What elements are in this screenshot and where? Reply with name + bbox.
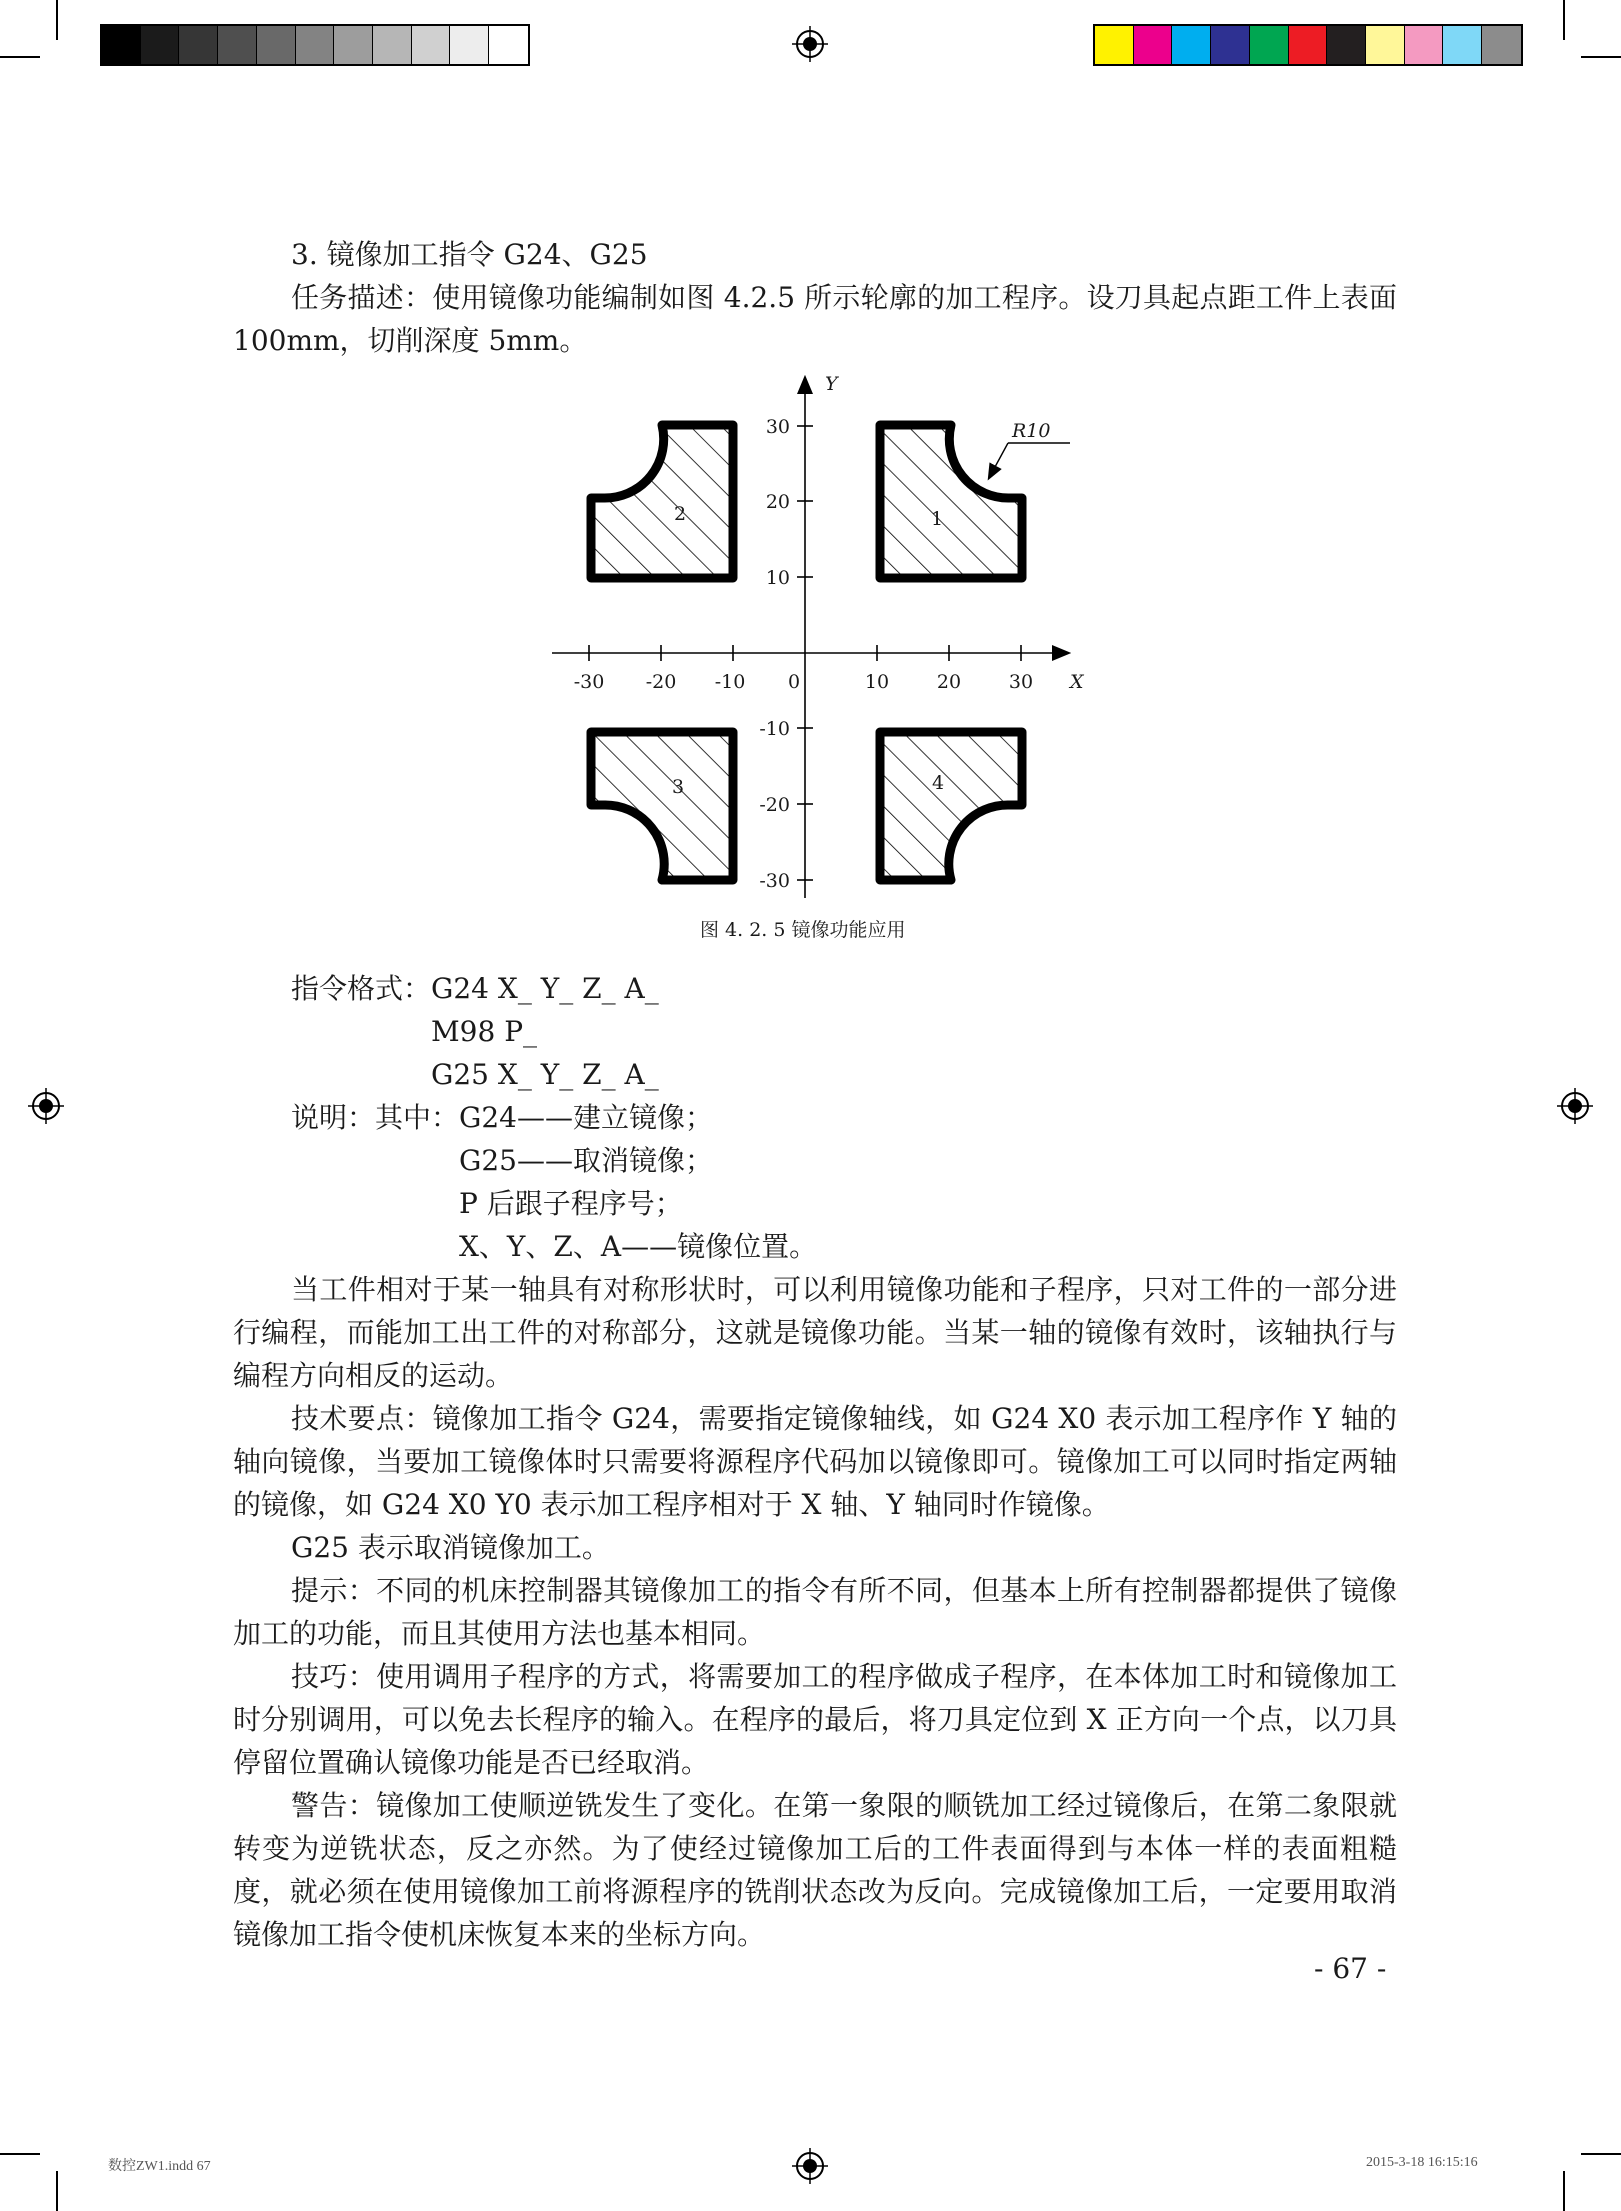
y-axis-label: Y [825,373,838,395]
color-swatch [1172,26,1211,64]
color-swatch [141,26,180,64]
radius-label: R10 [1012,420,1051,442]
color-swatch [450,26,489,64]
format-line-3: G25 X_ Y_ Z_ A_ [431,1058,659,1091]
paragraph-technical-points: 技术要点：镜像加工指令 G24，需要指定镜像轴线，如 G24 X0 表示加工程序作 Y 轴的轴向镜像，当要加工镜像体时只需要将源程序代码加以镜像即可。镜像加工可以同时指定两轴的镜像，如 G24 X0 Y0 表示加工程序相对于 X 轴、Y 轴同时作镜像。 [233,1402,1397,1521]
format-line-1: G24 X_ Y_ Z_ A_ [431,972,659,1005]
crop-mark [56,2171,58,2211]
x-tick-label: -30 [573,671,605,693]
section-heading: 3. 镜像加工指令 G24、G25 [291,238,648,271]
notes-line-3: P 后跟子程序号； [459,1187,683,1220]
contour-part-3 [591,732,733,880]
y-tick-label: 20 [765,491,790,513]
color-swatch [1443,26,1482,64]
paragraph-mirror-function: 当工件相对于某一轴具有对称形状时，可以利用镜像功能和子程序，只对工件的一部分进行编程，而能加工出工件的对称部分，这就是镜像功能。当某一轴的镜像有效时，该轴执行与编程方向相反的运动。 [233,1273,1397,1392]
y-tick-label: -30 [759,870,790,892]
paragraph-warning: 警告：镜像加工使顺逆铣发生了变化。在第一象限的顺铣加工经过镜像后，在第二象限就转变为逆铣状态，反之亦然。为了使经过镜像加工后的工件表面得到与本体一样的表面粗糙度，就必须在使用镜像加工前将源程序的铣削状态改为反向。完成镜像加工后，一定要用取消镜像加工指令使机床恢复本来的坐标方向。 [233,1789,1397,1951]
contour-part-4 [880,732,1022,880]
part-label-3: 3 [671,776,685,798]
y-tick-label: 10 [765,567,790,589]
x-axis-label: X [1070,671,1084,693]
crop-mark [1563,0,1565,40]
crop-mark [1563,2171,1565,2211]
color-swatch [373,26,412,64]
part-label-1: 1 [930,508,944,530]
color-swatch [1327,26,1366,64]
crop-mark [0,2153,40,2155]
footer-file-name: 数控ZW1.indd 67 [108,2159,211,2174]
color-swatch [296,26,335,64]
task-description: 任务描述：使用镜像功能编制如图 4.2.5 所示轮廓的加工程序。设刀具起点距工件上表面 100mm，切削深度 5mm。 [233,281,1397,357]
crop-mark [56,0,58,40]
contour-part-2 [591,425,733,578]
crop-mark [1581,2153,1621,2155]
color-swatch [489,26,528,64]
y-tick-label: -20 [759,794,790,816]
paragraph-g25: G25 表示取消镜像加工。 [291,1531,610,1564]
part-label-4: 4 [931,772,945,794]
x-tick-label: 30 [1008,671,1034,693]
grayscale-color-bar [100,24,530,66]
color-swatch [1366,26,1405,64]
figure-caption: 图 4. 2. 5 镜像功能应用 [700,919,906,941]
process-color-bar [1093,24,1523,66]
registration-mark-icon [792,26,828,62]
notes-label: 说明：其中： [291,1101,460,1134]
x-tick-label: 10 [864,671,890,693]
y-tick-label: -10 [759,718,790,740]
color-swatch [1211,26,1250,64]
notes-line-4: X、Y、Z、A——镜像位置。 [459,1230,818,1263]
x-tick-label: 20 [936,671,962,693]
footer-timestamp: 2015-3-18 16:15:16 [1366,2155,1478,2170]
page-number: - 67 - [1314,1952,1387,1985]
format-label: 指令格式： [291,972,432,1005]
color-swatch [179,26,218,64]
registration-mark-icon [792,2148,828,2184]
y-tick-label: 30 [765,416,790,438]
contour-part-1 [880,425,1022,578]
radius-leader-arrow [989,443,1008,478]
registration-mark-icon [1557,1088,1593,1124]
color-swatch [1405,26,1444,64]
origin-label: 0 [787,671,801,693]
color-swatch [1095,26,1134,64]
crop-mark [0,56,40,58]
color-swatch [1250,26,1289,64]
color-swatch [334,26,373,64]
format-line-2: M98 P_ [431,1015,538,1048]
notes-line-1: G24——建立镜像； [459,1101,713,1134]
paragraph-tip: 提示：不同的机床控制器其镜像加工的指令有所不同，但基本上所有控制器都提供了镜像加工的功能，而且其使用方法也基本相同。 [233,1574,1397,1650]
color-swatch [1134,26,1173,64]
crop-mark [1581,56,1621,58]
color-swatch [1289,26,1328,64]
notes-line-2: G25——取消镜像； [459,1144,713,1177]
body-text [233,1268,1397,1956]
x-tick-label: -20 [645,671,677,693]
x-tick-label: -10 [714,671,746,693]
color-swatch [257,26,296,64]
registration-mark-icon [28,1088,64,1124]
color-swatch [1482,26,1521,64]
color-swatch [412,26,451,64]
part-label-2: 2 [673,503,687,525]
color-swatch [102,26,141,64]
color-swatch [218,26,257,64]
paragraph-technique: 技巧：使用调用子程序的方式，将需要加工的程序做成子程序，在本体加工时和镜像加工时分别调用，可以免去长程序的输入。在程序的最后，将刀具定位到 X 正方向一个点，以刀具停留位置确认镜像功能是否已经取消。 [233,1660,1397,1779]
mirror-function-figure [540,370,1100,910]
